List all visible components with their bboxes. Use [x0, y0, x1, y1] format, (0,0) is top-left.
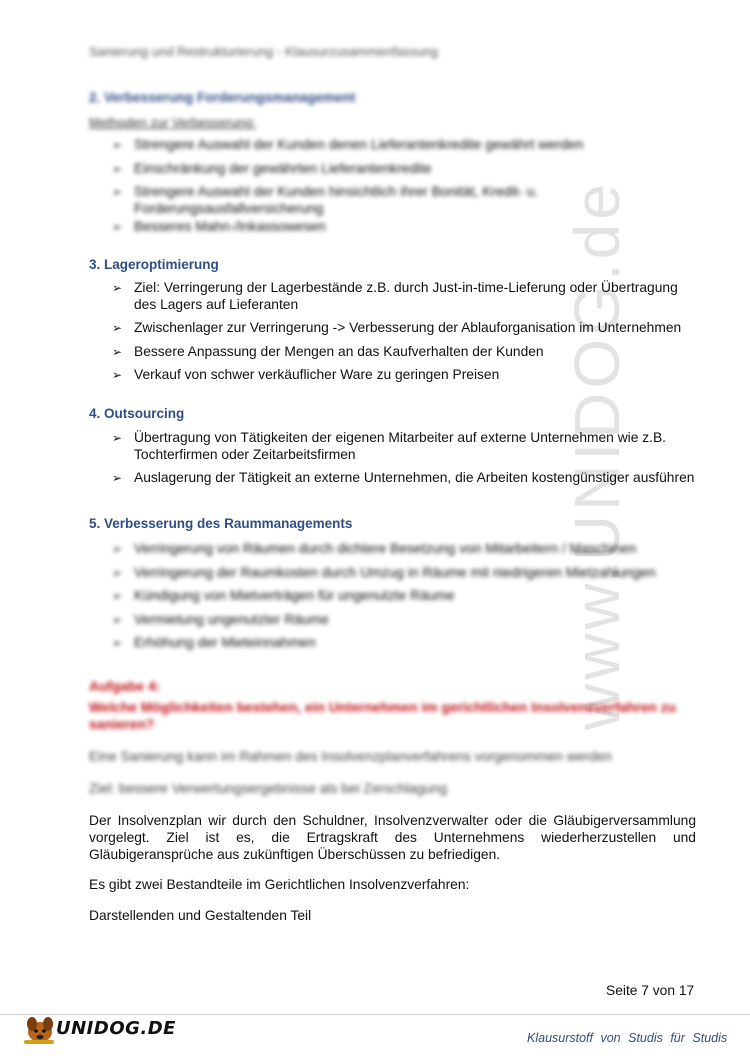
section-2-title: 2. Verbesserung Forderungsmanagement — [89, 90, 356, 105]
list-item: ➢ Verringerung von Räumen durch dichtere Besetzung von Mitarbeitern / Maschinen — [112, 541, 637, 556]
section-4-title: 4. Outsourcing — [89, 406, 185, 421]
arrow-bullet-icon: ➢ — [112, 368, 123, 382]
list-item: ➢ Strengere Auswahl der Kunden hinsichtlich ihrer Bonität, Kredit- u. Forderungsausfallversicherung — [112, 184, 539, 216]
arrow-bullet-icon: ➢ — [112, 185, 123, 199]
list-item: ➢ Vermietung ungenutzter Räume — [112, 611, 329, 627]
list-item: ➢ Kündigung von Mietverträgen für ungenutzte Räume — [112, 588, 455, 603]
arrow-bullet-icon: ➢ — [112, 220, 123, 234]
arrow-bullet-icon: ➢ — [112, 542, 123, 556]
paragraph-teile: Darstellenden und Gestaltenden Teil — [89, 908, 312, 923]
list-item: ➢ Verkauf von schwer verkäuflicher Ware zu geringen Preisen — [112, 367, 500, 382]
footer-tagline: Klausurstoff von Studis für Studis — [527, 1031, 728, 1045]
watermark: www.UNIDOG.de — [561, 180, 633, 730]
arrow-bullet-icon: ➢ — [112, 431, 123, 445]
arrow-bullet-icon: ➢ — [112, 281, 123, 295]
list-item: ➢ Strengere Auswahl der Kunden denen Lieferantenkredite gewährt werden — [112, 137, 584, 152]
section-5-title: 5. Verbesserung des Raummanagements — [89, 516, 353, 531]
list-item: ➢ Auslagerung der Tätigkeit an externe Unternehmen, die Arbeiten kostengünstiger ausführen — [112, 470, 695, 485]
list-item: ➢ Erhöhung der Mieteinnahmen — [112, 635, 316, 650]
arrow-bullet-icon: ➢ — [112, 138, 123, 152]
paragraph-insolvenzplan: Der Insolvenzplan wir durch den Schuldner, Insolvenzverwalter oder die Gläubigerversammlung vorgelegt. Ziel ist es, die Ertragskraft des Unternehmens wiederherzustellen und Gläubigeransprüche aus zukünftigen Überschüssen zu befriedigen. — [89, 813, 696, 862]
arrow-bullet-icon: ➢ — [112, 636, 123, 650]
list-item: ➢ Zwischenlager zur Verringerung -> Verbesserung der Ablauforganisation im Unternehmen — [112, 320, 682, 335]
arrow-bullet-icon: ➢ — [112, 321, 123, 335]
arrow-bullet-icon: ➢ — [112, 161, 123, 176]
list-item: ➢ Übertragung von Tätigkeiten der eigenen Mitarbeiter auf externe Unternehmen wie z.B. Tochterfirmen oder Zeitarbeitsfirmen — [112, 430, 666, 462]
section-2-sublabel: Methoden zur Verbesserung: — [89, 115, 256, 130]
paragraph-bestandteile: Es gibt zwei Bestandteile im Gerichtlichen Insolvenzverfahren: — [89, 877, 470, 892]
task-4-blurred-line-2: Ziel: bessere Verwertungsergebnisse als bei Zerschlagung — [89, 781, 448, 796]
list-item: ➢ Verringerung der Raumkosten durch Umzug in Räume mit niedrigeren Mietzahlungen — [112, 564, 656, 580]
section-5-list — [110, 541, 700, 659]
section-3-list — [110, 280, 700, 391]
page-header: Sanierung und Restrukturierung - Klausurzusammenfassung — [89, 44, 439, 59]
section-2-list — [110, 137, 700, 243]
arrow-bullet-icon: ➢ — [112, 589, 123, 603]
section-3-title: 3. Lageroptimierung — [89, 257, 219, 272]
task-4-blurred-line-1: Eine Sanierung kann im Rahmen des Insolvenzplanverfahrens vorgenommen werden — [89, 749, 613, 764]
section-4-list — [110, 430, 700, 494]
arrow-bullet-icon: ➢ — [112, 344, 123, 359]
task-4-question: Welche Möglichkeiten bestehen, ein Unternehmen im gerichtlichen Insolvenzverfahren zu sanieren? — [89, 700, 677, 732]
list-item: ➢ Einschränkung der gewährten Lieferantenkredite — [112, 160, 432, 176]
task-4-label: Aufgabe 4: — [89, 679, 161, 694]
arrow-bullet-icon: ➢ — [112, 471, 123, 485]
list-item: ➢ Besseres Mahn-/Inkassowesen — [112, 219, 326, 234]
list-item: ➢ Ziel: Verringerung der Lagerbestände z.B. durch Just-in-time-Lieferung oder Übertragung des Lagers auf Lieferanten — [112, 280, 678, 312]
arrow-bullet-icon: ➢ — [112, 612, 123, 627]
footer-logo: UNIDOG.DE — [56, 1018, 176, 1039]
page-number: Seite 7 von 17 — [606, 983, 695, 998]
arrow-bullet-icon: ➢ — [112, 565, 123, 580]
list-item: ➢ Bessere Anpassung der Mengen an das Kaufverhalten der Kunden — [112, 343, 544, 359]
